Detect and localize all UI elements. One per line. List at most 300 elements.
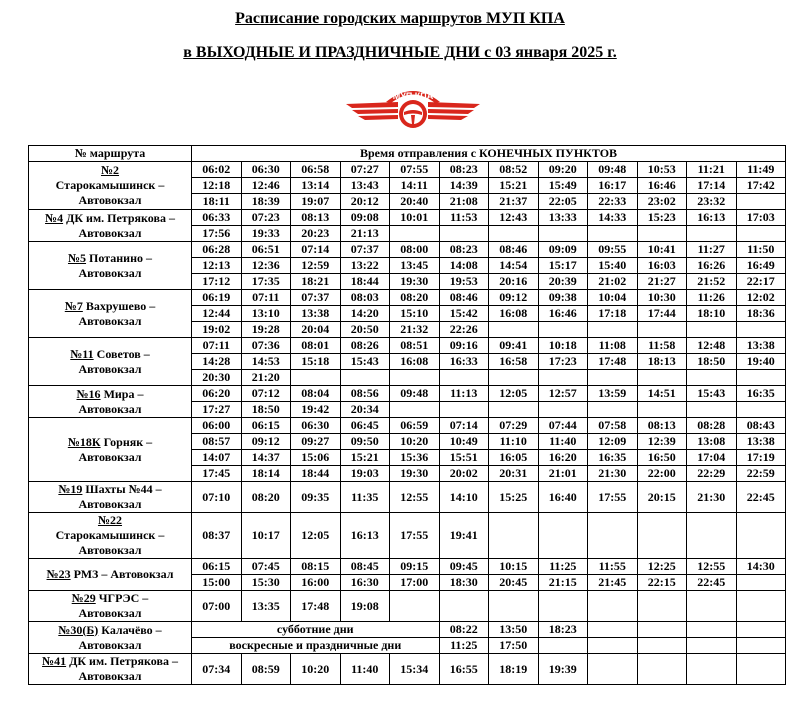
- departure-time: 16:13: [340, 513, 390, 559]
- schedule-body: [29, 162, 786, 685]
- route-column-header: № маршрута: [29, 146, 192, 162]
- departure-time: 18:21: [291, 274, 341, 290]
- route-name-cell: [29, 591, 192, 622]
- departure-time: 14:20: [340, 306, 390, 322]
- departure-time: 22:33: [588, 194, 638, 210]
- departure-time: [736, 638, 786, 654]
- departure-time: 08:37: [192, 513, 242, 559]
- departure-time: 10:30: [637, 290, 687, 306]
- departure-time: 06:58: [291, 162, 341, 178]
- route-name-line: ДК им. Петрякова –: [66, 654, 178, 668]
- departure-time: 20:02: [439, 466, 489, 482]
- departure-time: 13:59: [588, 386, 638, 402]
- departure-time: 20:23: [291, 226, 341, 242]
- departure-time: 16:58: [489, 354, 539, 370]
- departure-time: 10:41: [637, 242, 687, 258]
- route-number: №4: [45, 210, 64, 225]
- departure-time: 09:48: [588, 162, 638, 178]
- departure-time: 15:51: [439, 450, 489, 466]
- route-name-line: Вахрушево –: [82, 298, 156, 313]
- departure-time: 13:14: [291, 178, 341, 194]
- departure-time: [736, 194, 786, 210]
- departure-time: 16:33: [439, 354, 489, 370]
- departure-time: 21:52: [687, 274, 737, 290]
- route-name-cell: [29, 290, 192, 338]
- departure-time: 08:43: [736, 418, 786, 434]
- departure-time: 17:50: [489, 638, 539, 654]
- departure-time: [588, 322, 638, 338]
- departure-time: 12:44: [192, 306, 242, 322]
- departure-time: 06:45: [340, 418, 390, 434]
- departure-time: 10:04: [588, 290, 638, 306]
- departure-time: [637, 322, 687, 338]
- departure-time: 20:04: [291, 322, 341, 338]
- departure-time: 18:30: [439, 575, 489, 591]
- departure-time: 22:45: [736, 482, 786, 513]
- departure-time: 21:15: [538, 575, 588, 591]
- departure-time: [687, 370, 737, 386]
- route-name-line: Старокамышинск –: [55, 528, 165, 542]
- route-name-cell: [29, 482, 192, 513]
- departure-time: [736, 226, 786, 242]
- departure-time: 08:46: [439, 290, 489, 306]
- departure-time: 17:03: [736, 210, 786, 226]
- bus-company-wings-logo: [338, 78, 488, 140]
- departure-time: 15:00: [192, 575, 242, 591]
- departure-time: 11:40: [340, 654, 390, 685]
- table-row: [29, 210, 786, 226]
- departure-time: 21:27: [637, 274, 687, 290]
- departure-time: 08:13: [637, 418, 687, 434]
- route-name-line: Шахты №44 –: [82, 482, 162, 496]
- departure-time: 06:00: [192, 418, 242, 434]
- departure-time: 11:13: [439, 386, 489, 402]
- route-name-cell: [29, 418, 192, 482]
- departure-time: 13:43: [340, 178, 390, 194]
- departure-time: 18:14: [241, 466, 291, 482]
- departure-time: 13:08: [687, 434, 737, 450]
- departure-time: 09:48: [390, 386, 440, 402]
- departure-time: 11:27: [687, 242, 737, 258]
- departure-time: 13:35: [241, 591, 291, 622]
- departure-time: 13:38: [291, 306, 341, 322]
- departure-time: 14:30: [736, 559, 786, 575]
- route-number: №16: [76, 386, 101, 401]
- departure-time: [637, 226, 687, 242]
- departure-time: 11:40: [538, 434, 588, 450]
- departure-time: 12:13: [192, 258, 242, 274]
- departure-time: [340, 370, 390, 386]
- departure-time: 16:08: [390, 354, 440, 370]
- table-row: [29, 162, 786, 178]
- route-name-line: Автовокзал: [78, 497, 142, 511]
- departure-time: 11:49: [736, 162, 786, 178]
- departure-time: 11:58: [637, 338, 687, 354]
- departure-time: 12:43: [489, 210, 539, 226]
- route-number: №11: [70, 346, 94, 361]
- departure-time: 07:14: [291, 242, 341, 258]
- departure-time: 07:14: [439, 418, 489, 434]
- route-name-line: Горняк –: [100, 434, 153, 449]
- departure-time: 15:18: [291, 354, 341, 370]
- departure-time: 08:00: [390, 242, 440, 258]
- departure-time: [439, 370, 489, 386]
- route-number: №41: [42, 654, 67, 668]
- departure-time: 07:34: [192, 654, 242, 685]
- departure-time: 14:53: [241, 354, 291, 370]
- departure-time: 18:11: [192, 194, 242, 210]
- table-row: [29, 559, 786, 575]
- departure-time: 14:54: [489, 258, 539, 274]
- departure-time: 19:42: [291, 402, 341, 418]
- route-name-cell: [29, 386, 192, 418]
- departure-time: [390, 402, 440, 418]
- departure-time: [736, 575, 786, 591]
- table-row: [29, 622, 786, 638]
- departure-time: 08:23: [439, 242, 489, 258]
- departure-time: 14:39: [439, 178, 489, 194]
- departure-time: 11:50: [736, 242, 786, 258]
- route-name-cell: [29, 513, 192, 559]
- departure-time: 20:12: [340, 194, 390, 210]
- departure-time: 08:56: [340, 386, 390, 402]
- day-type-label: воскресные и праздничные дни: [192, 638, 440, 654]
- departure-time: 07:10: [192, 482, 242, 513]
- departure-time: 17:00: [390, 575, 440, 591]
- route-number: №30(Б): [58, 622, 99, 637]
- departure-time: 16:50: [637, 450, 687, 466]
- departure-time: [390, 370, 440, 386]
- departure-time: 15:49: [538, 178, 588, 194]
- departure-time: 15:23: [637, 210, 687, 226]
- departure-time: [489, 370, 539, 386]
- departure-time: 16:40: [538, 482, 588, 513]
- departure-time: 07:37: [291, 290, 341, 306]
- route-name-line: Автовокзал: [78, 401, 142, 416]
- route-name-line: Мира –: [100, 386, 144, 401]
- route-name-line: Автовокзал: [78, 449, 142, 464]
- departure-time: 06:15: [192, 559, 242, 575]
- departure-time: 10:53: [637, 162, 687, 178]
- departure-time: 11:10: [489, 434, 539, 450]
- times-column-header: Время отправления с КОНЕЧНЫХ ПУНКТОВ: [192, 146, 786, 162]
- departure-time: [588, 402, 638, 418]
- departure-time: 17:12: [192, 274, 242, 290]
- departure-time: 06:20: [192, 386, 242, 402]
- route-name-line: Старокамышинск –: [55, 178, 165, 192]
- departure-time: [637, 402, 687, 418]
- route-name-line: ЧГРЭС –: [95, 591, 149, 605]
- departure-time: 17:35: [241, 274, 291, 290]
- departure-time: 07:29: [489, 418, 539, 434]
- departure-time: 18:19: [489, 654, 539, 685]
- departure-time: 19:02: [192, 322, 242, 338]
- route-name-line: Автовокзал: [78, 361, 142, 376]
- departure-time: 10:49: [439, 434, 489, 450]
- route-name-line: Автовокзал: [78, 265, 142, 280]
- departure-time: [637, 638, 687, 654]
- departure-time: 08:04: [291, 386, 341, 402]
- departure-time: 14:08: [439, 258, 489, 274]
- departure-time: 06:19: [192, 290, 242, 306]
- departure-time: 16:13: [687, 210, 737, 226]
- departure-time: 16:17: [588, 178, 638, 194]
- table-row: [29, 386, 786, 402]
- route-name-line: РМЗ – Автовокзал: [70, 567, 174, 581]
- departure-time: 12:48: [687, 338, 737, 354]
- departure-time: 08:28: [687, 418, 737, 434]
- departure-time: [637, 654, 687, 685]
- departure-time: 07:12: [241, 386, 291, 402]
- departure-time: 12:55: [390, 482, 440, 513]
- departure-time: [687, 322, 737, 338]
- departure-time: 20:34: [340, 402, 390, 418]
- departure-time: [588, 513, 638, 559]
- departure-time: 08:45: [340, 559, 390, 575]
- departure-time: 06:30: [241, 162, 291, 178]
- departure-time: 09:12: [489, 290, 539, 306]
- departure-time: 07:45: [241, 559, 291, 575]
- departure-time: 08:23: [439, 162, 489, 178]
- departure-time: 22:17: [736, 274, 786, 290]
- departure-time: [588, 370, 638, 386]
- schedule-table: [28, 145, 786, 685]
- departure-time: 10:20: [291, 654, 341, 685]
- route-name-line: Автовокзал: [78, 669, 142, 683]
- departure-time: 20:16: [489, 274, 539, 290]
- departure-time: 09:41: [489, 338, 539, 354]
- departure-time: 10:15: [489, 559, 539, 575]
- route-name-cell: [29, 338, 192, 386]
- departure-time: 12:39: [637, 434, 687, 450]
- departure-time: 20:39: [538, 274, 588, 290]
- table-row: [29, 591, 786, 622]
- departure-time: [687, 638, 737, 654]
- departure-time: 19:08: [340, 591, 390, 622]
- departure-time: 19:07: [291, 194, 341, 210]
- departure-time: 12:46: [241, 178, 291, 194]
- departure-time: 19:39: [538, 654, 588, 685]
- departure-time: 18:23: [538, 622, 588, 638]
- route-name-line: Автовокзал: [78, 193, 142, 207]
- departure-time: 07:11: [192, 338, 242, 354]
- departure-time: 21:32: [390, 322, 440, 338]
- schedule-subtitle: в ВЫХОДНЫЕ И ПРАЗДНИЧНЫЕ ДНИ с 03 января 2025 г.: [183, 44, 617, 61]
- departure-time: 11:25: [538, 559, 588, 575]
- departure-time: [538, 591, 588, 622]
- departure-time: [588, 591, 638, 622]
- departure-time: 09:27: [291, 434, 341, 450]
- departure-time: 14:11: [390, 178, 440, 194]
- departure-time: 20:30: [192, 370, 242, 386]
- departure-time: 16:55: [439, 654, 489, 685]
- departure-time: 16:00: [291, 575, 341, 591]
- schedule-title: Расписание городских маршрутов МУП КПА: [235, 10, 565, 27]
- departure-time: 13:45: [390, 258, 440, 274]
- departure-time: 18:36: [736, 306, 786, 322]
- departure-time: 21:30: [588, 466, 638, 482]
- departure-time: 06:51: [241, 242, 291, 258]
- departure-time: 21:37: [489, 194, 539, 210]
- departure-time: 17:44: [637, 306, 687, 322]
- departure-time: 07:27: [340, 162, 390, 178]
- departure-time: 21:30: [687, 482, 737, 513]
- departure-time: 08:03: [340, 290, 390, 306]
- departure-time: [538, 638, 588, 654]
- departure-time: 16:46: [538, 306, 588, 322]
- departure-time: 16:46: [637, 178, 687, 194]
- departure-time: 16:05: [489, 450, 539, 466]
- departure-time: 12:57: [538, 386, 588, 402]
- departure-time: 19:33: [241, 226, 291, 242]
- departure-time: 11:21: [687, 162, 737, 178]
- departure-time: 08:57: [192, 434, 242, 450]
- route-name-line: Автовокзал: [78, 225, 142, 240]
- route-name-cell: [29, 242, 192, 290]
- departure-time: 15:25: [489, 482, 539, 513]
- departure-time: 20:31: [489, 466, 539, 482]
- departure-time: 17:19: [736, 450, 786, 466]
- departure-time: [736, 513, 786, 559]
- departure-time: 14:33: [588, 210, 638, 226]
- departure-time: 17:04: [687, 450, 737, 466]
- departure-time: 14:10: [439, 482, 489, 513]
- departure-time: 12:18: [192, 178, 242, 194]
- departure-time: 09:38: [538, 290, 588, 306]
- table-row: [29, 418, 786, 434]
- departure-time: 20:50: [340, 322, 390, 338]
- departure-time: 13:22: [340, 258, 390, 274]
- departure-time: 09:55: [588, 242, 638, 258]
- departure-time: 15:21: [489, 178, 539, 194]
- route-name-cell: [29, 162, 192, 210]
- table-row: [29, 242, 786, 258]
- departure-time: 11:55: [588, 559, 638, 575]
- departure-time: 18:13: [637, 354, 687, 370]
- route-name-line: Калачёво –: [98, 622, 162, 637]
- departure-time: 17:23: [538, 354, 588, 370]
- departure-time: [736, 591, 786, 622]
- departure-time: 06:15: [241, 418, 291, 434]
- departure-time: 21:08: [439, 194, 489, 210]
- route-name-cell: [29, 622, 192, 654]
- departure-time: 15:21: [340, 450, 390, 466]
- table-row: [29, 513, 786, 559]
- departure-time: 23:32: [687, 194, 737, 210]
- departure-time: 07:58: [588, 418, 638, 434]
- departure-time: 16:26: [687, 258, 737, 274]
- departure-time: 18:44: [291, 466, 341, 482]
- route-name-line: Автовокзал: [78, 313, 142, 328]
- departure-time: 06:02: [192, 162, 242, 178]
- departure-time: [637, 370, 687, 386]
- departure-time: 17:42: [736, 178, 786, 194]
- departure-time: 11:26: [687, 290, 737, 306]
- departure-time: 19:53: [439, 274, 489, 290]
- table-row: [29, 482, 786, 513]
- day-type-label: субботние дни: [192, 622, 440, 638]
- departure-time: 07:55: [390, 162, 440, 178]
- route-name-line: Автовокзал: [78, 637, 142, 652]
- departure-time: 19:28: [241, 322, 291, 338]
- table-row: [29, 290, 786, 306]
- departure-time: [439, 402, 489, 418]
- departure-time: 11:35: [340, 482, 390, 513]
- route-number: №18К: [67, 434, 101, 449]
- departure-time: 07:23: [241, 210, 291, 226]
- departure-time: [736, 322, 786, 338]
- departure-time: [489, 402, 539, 418]
- departure-time: 19:41: [439, 513, 489, 559]
- departure-time: 08:59: [241, 654, 291, 685]
- route-name-line: Автовокзал: [78, 606, 142, 620]
- departure-time: [489, 513, 539, 559]
- departure-time: 11:53: [439, 210, 489, 226]
- departure-time: 15:43: [687, 386, 737, 402]
- departure-time: 16:08: [489, 306, 539, 322]
- departure-time: 15:36: [390, 450, 440, 466]
- departure-time: 14:51: [637, 386, 687, 402]
- departure-time: 17:18: [588, 306, 638, 322]
- departure-time: [637, 591, 687, 622]
- departure-time: 22:15: [637, 575, 687, 591]
- departure-time: [291, 370, 341, 386]
- departure-time: 19:30: [390, 466, 440, 482]
- departure-time: 13:10: [241, 306, 291, 322]
- departure-time: 20:45: [489, 575, 539, 591]
- departure-time: 08:51: [390, 338, 440, 354]
- departure-time: 22:05: [538, 194, 588, 210]
- departure-time: 18:44: [340, 274, 390, 290]
- departure-time: 13:33: [538, 210, 588, 226]
- departure-time: [538, 226, 588, 242]
- departure-time: 19:40: [736, 354, 786, 370]
- departure-time: [588, 622, 638, 638]
- departure-time: 21:20: [241, 370, 291, 386]
- departure-time: 12:02: [736, 290, 786, 306]
- departure-time: 15:30: [241, 575, 291, 591]
- departure-time: 10:18: [538, 338, 588, 354]
- route-number: №5: [67, 250, 87, 265]
- route-number: №2: [100, 163, 120, 177]
- departure-time: 08:26: [340, 338, 390, 354]
- departure-time: 06:33: [192, 210, 242, 226]
- departure-time: 08:52: [489, 162, 539, 178]
- route-name-cell: [29, 654, 192, 685]
- departure-time: 19:30: [390, 274, 440, 290]
- departure-time: 08:46: [489, 242, 539, 258]
- departure-time: [588, 654, 638, 685]
- departure-time: 08:13: [291, 210, 341, 226]
- departure-time: 18:50: [687, 354, 737, 370]
- departure-time: 06:30: [291, 418, 341, 434]
- route-name-cell: [29, 559, 192, 591]
- departure-time: 17:48: [291, 591, 341, 622]
- departure-time: 09:35: [291, 482, 341, 513]
- departure-time: 20:15: [637, 482, 687, 513]
- departure-time: 09:09: [538, 242, 588, 258]
- departure-time: 07:11: [241, 290, 291, 306]
- departure-time: [538, 370, 588, 386]
- departure-time: 09:45: [439, 559, 489, 575]
- departure-time: [736, 402, 786, 418]
- departure-time: 22:59: [736, 466, 786, 482]
- departure-time: 12:36: [241, 258, 291, 274]
- route-name-line: Потанино –: [86, 250, 153, 265]
- departure-time: 09:12: [241, 434, 291, 450]
- departure-time: 15:34: [390, 654, 440, 685]
- departure-time: 10:01: [390, 210, 440, 226]
